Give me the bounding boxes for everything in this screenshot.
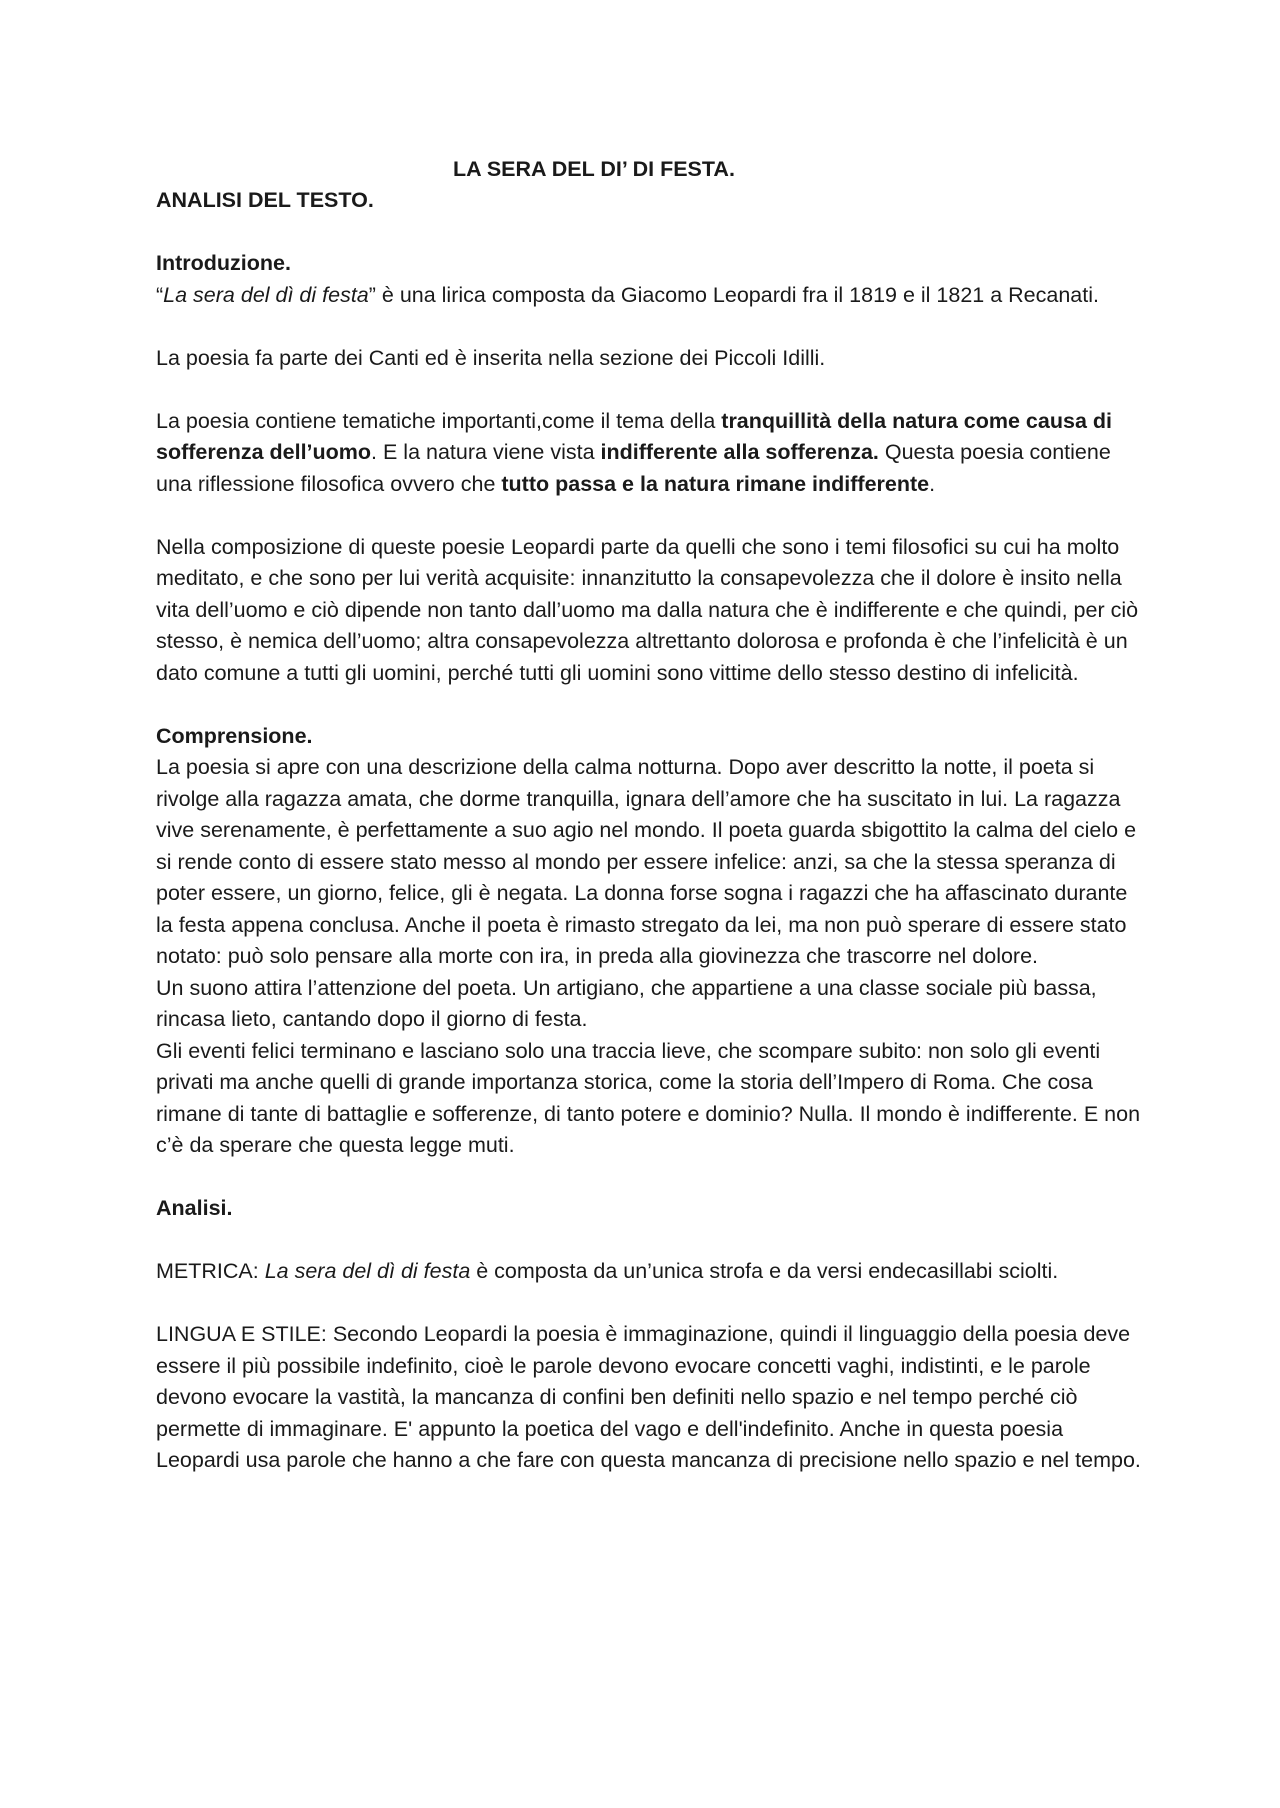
section-heading-analisi: Analisi. <box>156 1196 233 1220</box>
section-heading-introduzione: Introduzione. <box>156 251 291 275</box>
section-heading-comprensione: Comprensione. <box>156 723 313 748</box>
paragraph-text: . <box>929 471 936 496</box>
document-subtitle: ANALISI DEL TESTO. <box>156 188 374 212</box>
paragraph-metrica <box>156 1256 1146 1288</box>
paragraph-comprensione-1: La poesia si apre con una descrizione della calma notturna. Dopo aver descritto la notte, il poeta si rivolge alla ragazza amata, che dorme tranquilla, ignara dell’amore che ha suscitato in lui. La ragazza vive serenamente, è perfettamente a suo agio nel mondo. Il poeta guarda sbigottito la calma del cielo e si rende conto di essere stato messo al mondo per essere infelice: anzi, sa che la stessa speranza di poter essere, un giorno, felice, gli è negata. La donna forse sogna i ragazzi che ha affascinato durante la festa appena conclusa. Anche il poeta è rimasto stregato da lei, ma non può sperare di essere stato notato: può solo pensare alla morte con ira, in preda alla giovinezza che trascorre nel dolore. <box>156 755 1137 968</box>
document-body <box>156 248 1146 1477</box>
paragraph-text: La poesia contiene tematiche importanti,come il tema della <box>156 408 722 433</box>
bold-phrase: tranquillità della natura come causa di sofferenza dell’uomo <box>156 408 1112 464</box>
paragraph-intro-1 <box>156 280 1146 312</box>
paragraph-comprensione-2: Un suono attira l’attenzione del poeta. Un artigiano, che appartiene a una classe sociale più bassa, rincasa lieto, cantando dopo il giorno di festa. <box>156 975 1097 1031</box>
metrica-label: METRICA: <box>156 1259 265 1283</box>
poem-title-italic: La sera del dì di festa <box>264 1259 471 1283</box>
bold-phrase: indifferente alla sofferenza. <box>600 440 879 464</box>
paragraph-text: Questa poesia contiene una riflessione filosofica ovvero che <box>156 440 1111 496</box>
paragraph-text: ” è una lirica composta da Giacomo Leopardi fra il 1819 e il 1821 a Recanati. <box>368 282 1099 307</box>
paragraph-intro-2: La poesia fa parte dei Canti ed è inserita nella sezione dei Piccoli Idilli. <box>156 345 826 370</box>
paragraph-lingua-stile: LINGUA E STILE: Secondo Leopardi la poesia è immaginazione, quindi il linguaggio della poesia deve essere il più possibile indefinito, cioè le parole devono evocare concetti vaghi, indistinti, e le parole devono evocare la vastità, la mancanza di confini ben definiti nello spazio e nel tempo perché ciò permette di immaginare. E' appunto la poetica del vago e dell'indefinito. Anche in questa poesia Leopardi usa parole che hanno a che fare con questa mancanza di precisione nello spazio e nel tempo. <box>156 1322 1141 1472</box>
quote-open: “ <box>156 282 164 307</box>
document-title: LA SERA DEL DI’ DI FESTA. <box>453 157 735 181</box>
bold-phrase: tutto passa e la natura rimane indifferente <box>501 471 930 496</box>
paragraph-text: . E la natura viene vista <box>371 440 601 464</box>
paragraph-text: è composta da un’unica strofa e da versi endecasillabi sciolti. <box>470 1259 1059 1283</box>
paragraph-intro-4: Nella composizione di queste poesie Leopardi parte da quelli che sono i temi filosofici su cui ha molto meditato, e che sono per lui verità acquisite: innanzitutto la consapevolezza che il dolore è insito nella vita dell’uomo e ciò dipende non tanto dall’uomo ma dalla natura che è indifferente e che quindi, per ciò stesso, è nemica dell’uomo; altra consapevolezza altrettanto dolorosa e profonda è che l’infelicità è un dato comune a tutti gli uomini, perché tutti gli uomini sono vittime dello stesso destino di infelicità. <box>156 534 1139 685</box>
paragraph-intro-3 <box>156 406 1146 501</box>
poem-title-italic: La sera del dì di festa <box>163 282 369 307</box>
paragraph-comprensione-3: Gli eventi felici terminano e lasciano solo una traccia lieve, che scompare subito: non solo gli eventi privati ma anche quelli di grande importanza storica, come la storia dell’Impero di Roma. Che cosa rimane di tante di battaglie e sofferenze, di tanto potere e dominio? Nulla. Il mondo è indifferente. E non c’è da sperare che questa legge muti. <box>156 1038 1141 1157</box>
